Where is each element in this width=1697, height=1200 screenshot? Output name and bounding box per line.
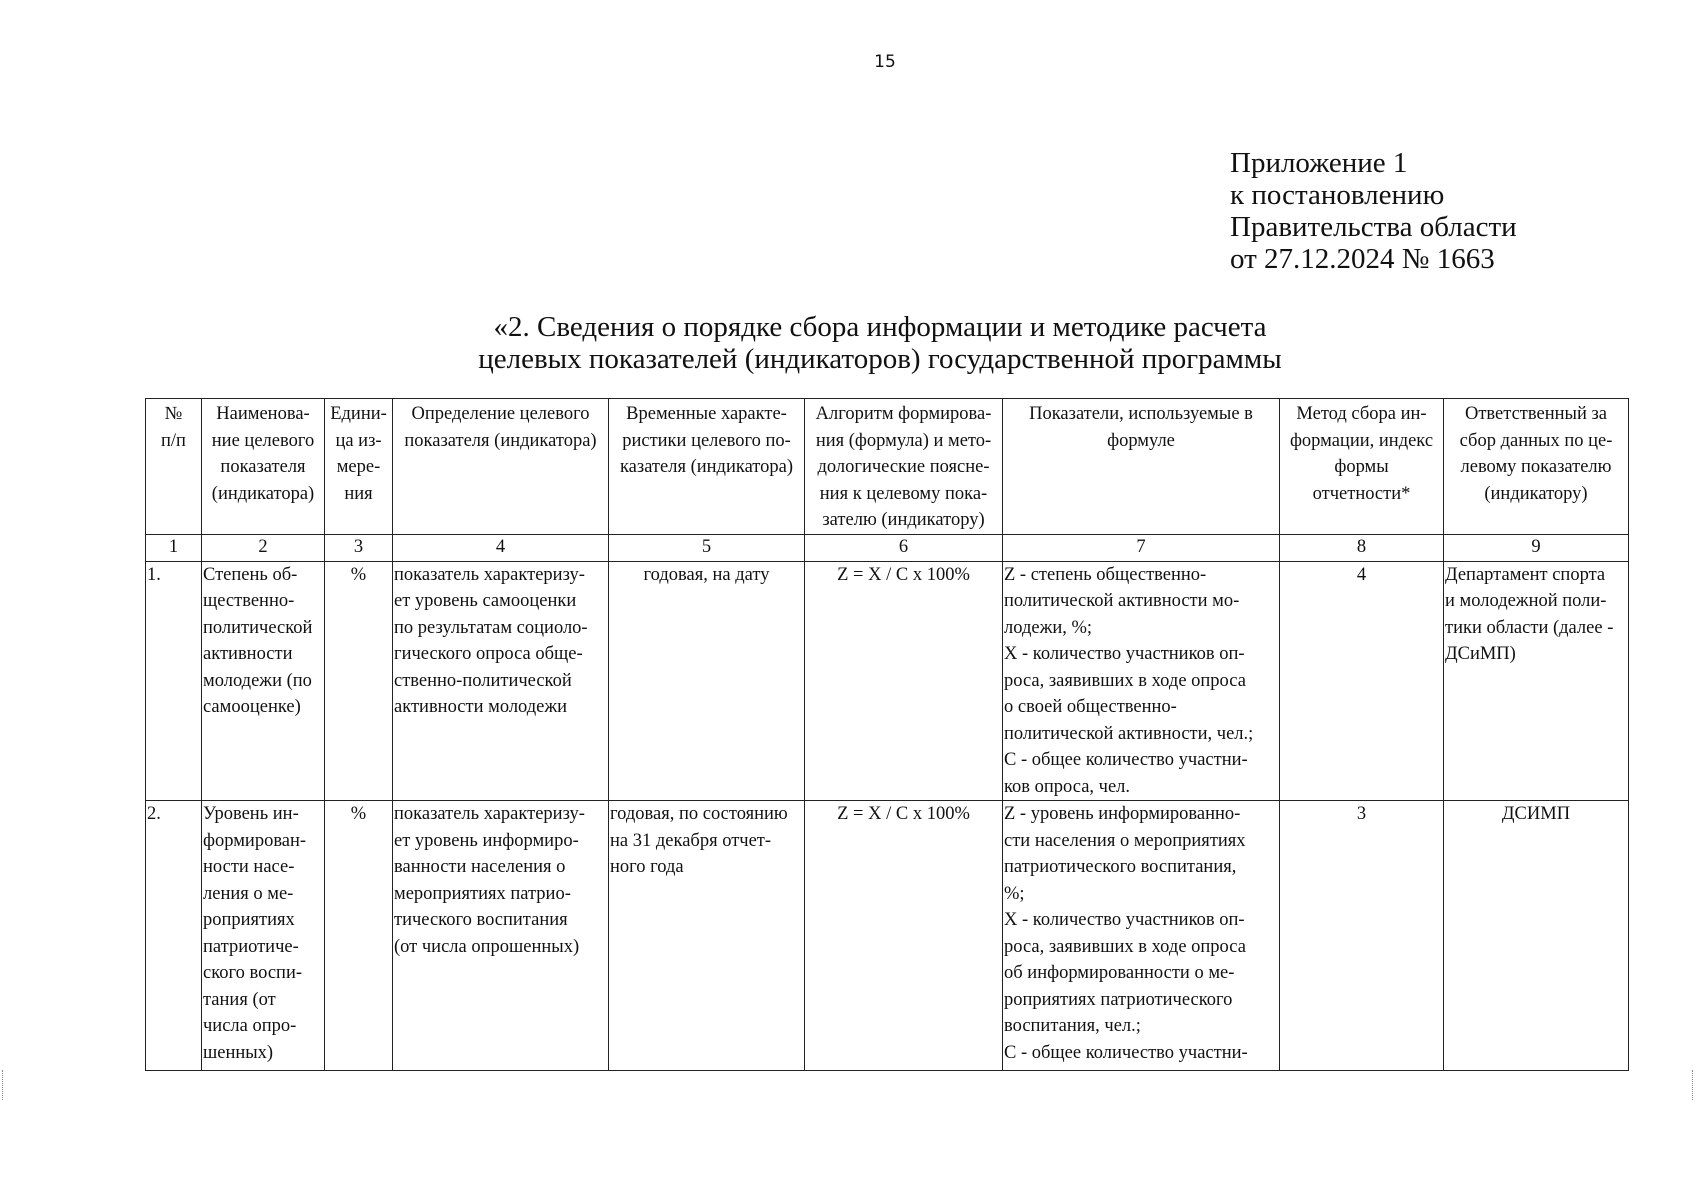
table-header-row <box>146 399 1629 535</box>
appendix-line-4: от 27.12.2024 № 1663 <box>1230 243 1495 275</box>
cell-text-line: C - общее количество участни- <box>1004 750 1248 770</box>
cell-text-line: ния (формула) и мето- <box>815 430 992 451</box>
cell-text-line: Едини- <box>330 404 387 424</box>
cell-text-line: формирован- <box>203 830 307 851</box>
section-title-line-1: «2. Сведения о порядке сбора информации и методике расчета <box>493 311 1267 343</box>
cell-text-line: формации, индекс <box>1289 430 1434 451</box>
cell-text-line: роса, заявивших в ходе опроса <box>1004 670 1246 691</box>
cell-text-line: ристики целевого по- <box>622 430 791 451</box>
row-indicators-cell <box>1003 561 1280 801</box>
cell-text-line: шенных) <box>203 1042 274 1063</box>
table-row <box>146 561 1629 801</box>
cell-text-line: левому показателю <box>1460 457 1612 477</box>
section-title <box>470 311 1290 375</box>
row-method-cell: 3 <box>1280 801 1444 1071</box>
cell-text-line: зателю (индикатору) <box>822 510 985 530</box>
cell-text-line: ДСиМП) <box>1445 644 1516 664</box>
cell-text-line: щественно- <box>203 591 295 611</box>
cell-text-line: показатель характеризу- <box>394 804 585 824</box>
row-definition-cell <box>393 561 609 801</box>
row-method-cell: 4 <box>1280 561 1444 801</box>
cell-text-line: ного года <box>610 857 684 877</box>
header-cell-definition <box>393 399 609 535</box>
cell-text-line: (от числа опрошенных) <box>394 936 580 957</box>
header-cell-name <box>202 399 325 535</box>
cell-text-line: Уровень ин- <box>203 804 299 824</box>
cell-text-line: Степень об- <box>203 564 298 585</box>
cell-text-line: %; <box>1004 883 1025 904</box>
column-number: 9 <box>1444 534 1629 561</box>
cell-text-line: политической <box>203 617 313 638</box>
header-cell-num <box>146 399 202 535</box>
scan-margin-mark <box>2 1070 5 1100</box>
row-num-cell: 2. <box>146 801 202 1071</box>
cell-text-line: воспитания, чел.; <box>1004 1016 1141 1036</box>
cell-text-line: показатель характеризу- <box>394 564 585 585</box>
cell-text-line: сти населения о мероприятиях <box>1004 830 1246 851</box>
cell-text-line: сбор данных по це- <box>1459 430 1613 451</box>
cell-text-line: (индикатора) <box>211 483 315 504</box>
column-number: 2 <box>202 534 325 561</box>
cell-text-line: мероприятиях патрио- <box>394 883 571 904</box>
cell-text-line: политической активности мо- <box>1004 591 1240 611</box>
row-responsible-cell <box>1444 561 1629 801</box>
cell-text-line: гического опроса обще- <box>394 644 583 664</box>
row-time-cell <box>609 801 805 1071</box>
cell-text-line: тания (от <box>203 989 276 1010</box>
cell-text-line: роса, заявивших в ходе опроса <box>1004 936 1246 957</box>
column-number: 6 <box>805 534 1003 561</box>
cell-text-line: молодежи (по <box>203 670 312 691</box>
cell-text-line: ния <box>344 483 373 504</box>
column-number-row <box>146 534 1629 561</box>
header-cell-unit <box>325 399 393 535</box>
cell-text-line: ет уровень информиро- <box>394 830 579 851</box>
row-unit-cell: % <box>325 561 393 801</box>
cell-text-line: X - количество участников оп- <box>1004 644 1245 664</box>
cell-text-line: годовая, по состоянию <box>610 804 788 824</box>
header-cell-formula <box>805 399 1003 535</box>
cell-text-line: показателя (индикатора) <box>404 430 597 451</box>
cell-text-line: о своей общественно- <box>1004 697 1177 717</box>
cell-text-line: Показатели, используемые в <box>1029 404 1253 424</box>
cell-text-line: ности насе- <box>203 857 295 877</box>
cell-text-line: активности <box>203 644 293 664</box>
row-num-cell: 1. <box>146 561 202 801</box>
column-number: 7 <box>1003 534 1280 561</box>
cell-text-line: ков опроса, чел. <box>1004 776 1131 797</box>
cell-text-line: отчетности* <box>1312 483 1411 504</box>
cell-text-line: роприятиях патриотического <box>1004 989 1233 1010</box>
cell-text-line: Определение целевого <box>411 404 590 424</box>
cell-text-line: политической активности, чел.; <box>1004 723 1254 744</box>
cell-text-line: патриотического воспитания, <box>1004 857 1237 877</box>
row-formula-cell: Z = X / C x 100% <box>805 801 1003 1071</box>
header-cell-method <box>1280 399 1444 535</box>
column-number: 3 <box>325 534 393 561</box>
row-name-cell <box>202 801 325 1071</box>
row-time-cell <box>609 561 805 801</box>
cell-text-line: C - общее количество участни- <box>1004 1042 1248 1063</box>
row-indicators-cell <box>1003 801 1280 1071</box>
column-number: 1 <box>146 534 202 561</box>
cell-text-line: п/п <box>161 430 186 451</box>
cell-text-line: и молодежной поли- <box>1445 591 1607 611</box>
indicators-table <box>145 398 1629 1071</box>
cell-text-line: ДСИМП <box>1501 804 1571 824</box>
row-responsible-cell <box>1444 801 1629 1071</box>
cell-text-line: ние целевого <box>211 430 315 451</box>
cell-text-line: Алгоритм формирова- <box>815 404 992 424</box>
scan-margin-mark <box>1692 1070 1695 1100</box>
cell-text-line: Временные характе- <box>626 404 787 424</box>
cell-text-line: патриотиче- <box>203 936 299 957</box>
cell-text-line: Наименова- <box>216 404 310 424</box>
cell-text-line: активности молодежи <box>394 697 568 717</box>
row-name-cell <box>202 561 325 801</box>
cell-text-line: дологические поясне- <box>817 457 990 477</box>
cell-text-line: об информированности о ме- <box>1004 963 1235 983</box>
cell-text-line: ет уровень самооценки <box>394 591 577 611</box>
cell-text-line: Z - уровень информированно- <box>1004 804 1241 824</box>
header-cell-indicators <box>1003 399 1280 535</box>
cell-text-line: на 31 декабря отчет- <box>610 830 772 851</box>
cell-text-line: показателя <box>220 457 306 477</box>
row-formula-cell: Z = X / C x 100% <box>805 561 1003 801</box>
column-number: 8 <box>1280 534 1444 561</box>
cell-text-line: мере- <box>336 457 381 477</box>
header-cell-responsible <box>1444 399 1629 535</box>
cell-text-line: роприятиях <box>203 910 295 930</box>
column-number: 5 <box>609 534 805 561</box>
section-title-line-2: целевых показателей (индикаторов) государственной программы <box>478 343 1282 375</box>
cell-text-line: ванности населения о <box>394 857 566 877</box>
page-number: 15 <box>874 52 896 72</box>
cell-text-line: ского воспи- <box>203 963 303 983</box>
cell-text-line: X - количество участников оп- <box>1004 910 1245 930</box>
cell-text-line: казателя (индикатора) <box>619 457 794 477</box>
cell-text-line: лодежи, %; <box>1004 617 1093 638</box>
appendix-line-2: к постановлению <box>1230 179 1445 211</box>
cell-text-line: самооценке) <box>203 697 301 717</box>
cell-text-line: тики области (далее - <box>1445 617 1614 638</box>
row-unit-cell: % <box>325 801 393 1071</box>
cell-text-line: ния к целевому пока- <box>819 483 988 504</box>
cell-text-line: формы <box>1334 457 1389 477</box>
cell-text-line: Департамент спорта <box>1445 564 1606 585</box>
cell-text-line: годовая, на дату <box>643 564 770 585</box>
header-cell-time <box>609 399 805 535</box>
cell-text-line: Ответственный за <box>1464 404 1607 424</box>
cell-text-line: № <box>164 404 183 424</box>
appendix-line-3: Правительства области <box>1230 211 1517 243</box>
cell-text-line: тического воспитания <box>394 910 568 930</box>
column-number: 4 <box>393 534 609 561</box>
table-row <box>146 801 1629 1071</box>
row-definition-cell <box>393 801 609 1071</box>
cell-text-line: по результатам социоло- <box>394 617 588 638</box>
cell-text-line: Метод сбора ин- <box>1296 404 1427 424</box>
cell-text-line: (индикатору) <box>1484 483 1588 504</box>
cell-text-line: Z - степень общественно- <box>1004 564 1207 585</box>
cell-text-line: числа опро- <box>203 1016 297 1036</box>
appendix-line-1: Приложение 1 <box>1230 147 1408 179</box>
cell-text-line: ления о ме- <box>203 883 294 904</box>
appendix-block <box>1230 147 1517 275</box>
cell-text-line: ца из- <box>335 430 382 451</box>
cell-text-line: формуле <box>1107 430 1175 451</box>
cell-text-line: ственно-политической <box>394 670 572 691</box>
